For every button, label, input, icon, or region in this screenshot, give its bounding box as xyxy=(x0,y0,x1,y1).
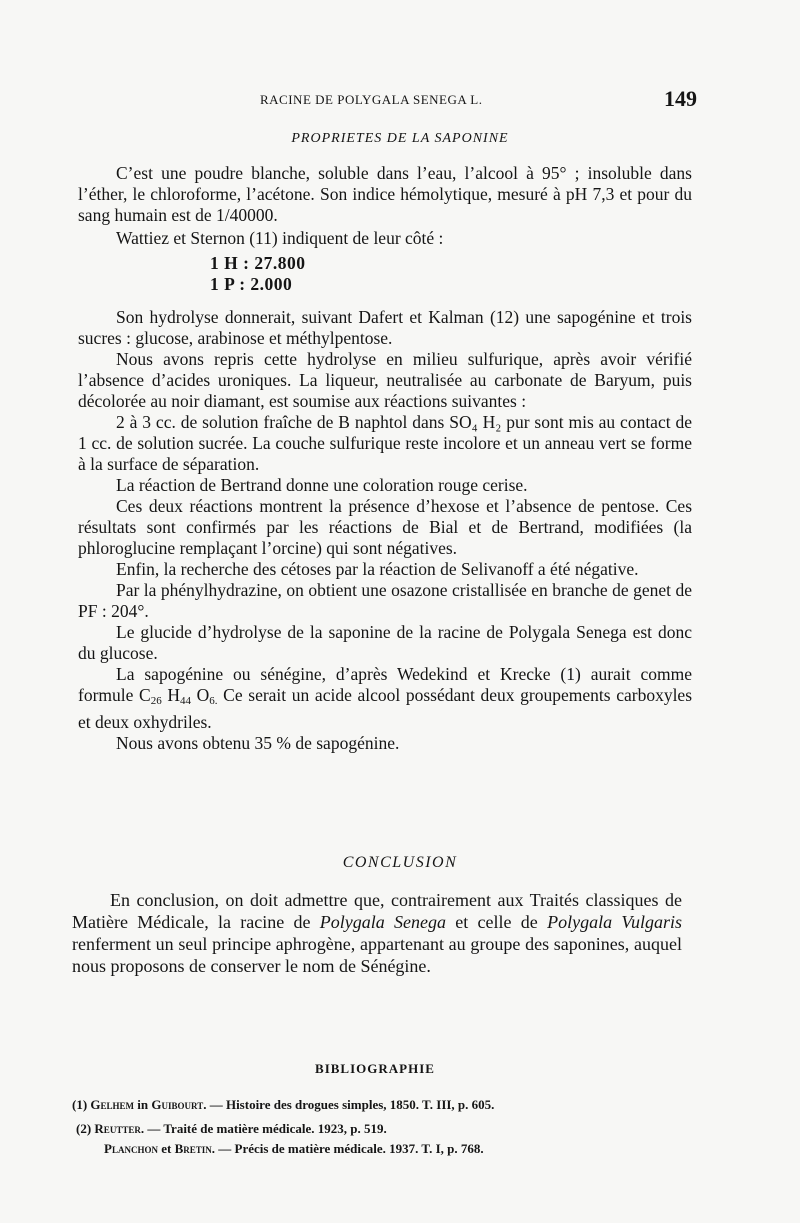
formula-c-sub: 26 xyxy=(150,695,162,707)
ref-text: . — Précis de matière médicale. 1937. T. I, p. 768. xyxy=(211,1141,484,1156)
body-text-main xyxy=(78,307,692,754)
formula-o: O xyxy=(191,685,210,705)
paragraph-methode: Nous avons repris cette hydrolyse en milieu sulfurique, après avoir vérifié l’absence d’acides uroniques. La liqueur, neutralisée au carbonate de Baryum, puis décolorée au noir diamant, est soumise aux réactions suivantes : xyxy=(78,349,692,411)
formula-h: H xyxy=(161,685,181,705)
paragraph-hydrolyse: Son hydrolyse donnerait, suivant Dafert et Kalman (12) une sapogénine et trois sucres : glucose, arabinose et méthylpentose. xyxy=(78,307,692,348)
ref-text: . — Histoire des drogues simples, 1850. T. III, p. 605. xyxy=(203,1097,495,1112)
paragraph-rendement: Nous avons obtenu 35 % de sapogénine. xyxy=(116,733,400,753)
bibliography-ref-2 xyxy=(76,1121,387,1137)
paragraph-bertrand: La réaction de Bertrand donne une coloration rouge cerise. xyxy=(116,475,528,495)
ref-connector: et xyxy=(157,1141,175,1156)
bibliography-title: BIBLIOGRAPHIE xyxy=(315,1061,435,1076)
conclusion-species-senega: Polygala Senega xyxy=(319,912,447,932)
conclusion-text-b: et celle de xyxy=(446,912,548,932)
paragraph-sapogenine xyxy=(78,664,692,733)
paragraph-selivanoff: Enfin, la recherche des cétoses par la réaction de Selivanoff a été négative. xyxy=(116,559,639,579)
conclusion-text-a: En conclusion, on doit admettre que, contrairement aux Traités classiques de Matière Médicale, la racine de xyxy=(72,890,682,932)
body-text-top xyxy=(78,163,692,249)
paragraph-osazone: Par la phénylhydrazine, on obtient une osazone cristallisée en branche de genet de PF : 204°. xyxy=(78,580,692,621)
paragraph-glucide: Le glucide d’hydrolyse de la saponine de la racine de Polygala Senega est donc du glucose. xyxy=(78,622,692,663)
ref-author-2: Guibourt xyxy=(151,1097,204,1112)
ref-author: Reutter xyxy=(94,1121,141,1136)
formula-o-sub: 6. xyxy=(209,695,218,707)
ref-number: (2) xyxy=(76,1121,92,1136)
formula-h-sub: 44 xyxy=(180,695,192,707)
paragraph-properties: C’est une poudre blanche, soluble dans l’eau, l’alcool à 95° ; insoluble dans l’éther, le chloroforme, l’acétone. Son indice hémolytique, mesuré à pH 7,3 et pour du sang humain est de 1/40000. xyxy=(78,163,692,225)
conclusion-text-c: renferment un seul principe aphrogène, appartenant au groupe des saponines, auquel nous proposons de conserver le nom de Sénégine. xyxy=(72,934,682,976)
page-number: 149 xyxy=(664,86,697,111)
sapogenine-text-a: La sapogénine ou sénégine, d’après Wedekind et Krecke (1) aurait comme formule xyxy=(78,664,692,705)
hemolytic-index-p: 1 P : 2.000 xyxy=(210,274,293,294)
hemolytic-index-h: 1 H : 27.800 xyxy=(210,253,306,273)
paragraph-wattiez: Wattiez et Sternon (11) indiquent de leur côté : xyxy=(116,228,444,248)
ref-author: Planchon xyxy=(104,1141,158,1156)
ref-connector: in xyxy=(134,1097,152,1112)
ref-number: (1) xyxy=(72,1097,88,1112)
section-title: PROPRIETES DE LA SAPONINE xyxy=(291,131,509,146)
bibliography-ref-3 xyxy=(104,1141,484,1157)
paragraph-hexose: Ces deux réactions montrent la présence d’hexose et l’absence de pentose. Ces résultats sont confirmés par les réactions de Bial et de Bertrand, modifiées (la phloroglucine remplaçant l’orcine) qui sont négatives. xyxy=(78,496,692,558)
conclusion-paragraph xyxy=(72,889,682,977)
bibliography-ref-1 xyxy=(72,1097,494,1113)
formula-c: C xyxy=(139,685,151,705)
ref-author: Gelhem xyxy=(90,1097,135,1112)
sapogenine-text-b: Ce serait un acide alcool possédant deux groupements carboxyles et deux oxhydriles. xyxy=(78,685,693,732)
conclusion-title: CONCLUSION xyxy=(342,854,458,871)
conclusion-species-vulgaris: Polygala Vulgaris xyxy=(547,912,683,932)
ref-text: . — Traité de matière médicale. 1923, p. 519. xyxy=(140,1121,387,1136)
running-head: RACINE DE POLYGALA SENEGA L. xyxy=(260,92,483,107)
ref-author-2: Bretin xyxy=(174,1141,212,1156)
conclusion-text xyxy=(72,889,682,977)
paragraph-naphtol: 2 à 3 cc. de solution fraîche de B naphtol dans SO₄ H₂ pur sont mis au contact de 1 cc. de solution sucrée. La couche sulfurique reste incolore et un anneau vert se forme à la surface de séparation. xyxy=(78,412,692,474)
